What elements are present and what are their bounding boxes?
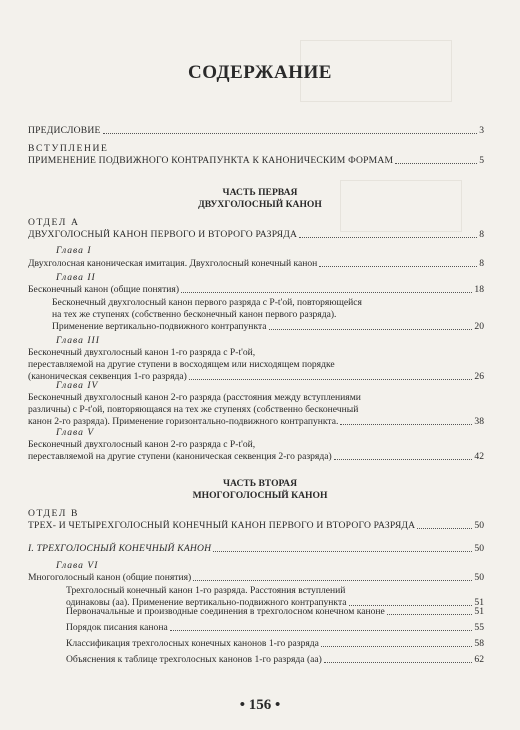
entry-line: Бесконечный двухголосный канон первого разряда с Р-t'ой, повторяющейся — [52, 297, 362, 308]
entry-label: ВСТУПЛЕНИЕ — [28, 143, 109, 154]
entry-line: различны) с Р-t'ой, повторяющаяся на тех же ступенях (собственно бесконечный — [28, 404, 359, 415]
page-number: 20 — [474, 321, 484, 332]
leader-dots — [299, 237, 477, 238]
page-number: 50 — [474, 520, 484, 531]
toc-subentry[interactable] — [66, 638, 484, 650]
part-subheading: МНОГОГОЛОСНЫЙ КАНОН — [192, 490, 328, 501]
leader-dots — [319, 266, 477, 267]
toc-subentry[interactable] — [66, 606, 484, 618]
page-number: 58 — [474, 638, 484, 649]
entry-text: Порядок писания канона — [66, 622, 168, 633]
page-number: 51 — [474, 597, 484, 608]
toc-subentry[interactable] — [66, 654, 484, 666]
chapter-label: Глава III — [56, 335, 100, 346]
toc-entry-section-b[interactable] — [28, 508, 484, 532]
entry-line: Трехголосный конечный канон 1-го разряда. Расстояния вступлений — [66, 585, 346, 596]
leader-dots — [181, 292, 472, 293]
chapter-label: Глава II — [56, 272, 96, 283]
entry-text: ДВУХГОЛОСНЫЙ КАНОН ПЕРВОГО И ВТОРОГО РАЗРЯДА — [28, 229, 298, 240]
part-subheading: ДВУХГОЛОСНЫЙ КАНОН — [198, 199, 322, 210]
page-number: 8 — [479, 258, 484, 269]
toc-entry-ch5[interactable] — [28, 439, 484, 463]
toc-subentry[interactable] — [66, 622, 484, 634]
leader-dots — [387, 614, 473, 615]
entry-text: Применение вертикально-подвижного контрапункта — [52, 321, 267, 332]
leader-dots — [334, 459, 473, 460]
part-heading: ЧАСТЬ ПЕРВАЯ — [222, 187, 298, 198]
leader-dots — [340, 424, 472, 425]
page-number: 18 — [474, 284, 484, 295]
leader-dots — [193, 580, 472, 581]
part-heading: ЧАСТЬ ВТОРАЯ — [222, 478, 298, 489]
entry-text: Объяснения к таблице трехголосных канонов 1-го разряда (аа) — [66, 654, 322, 665]
entry-line: на тех же ступенях (собственно бесконечный канон первого разряда). — [52, 309, 337, 320]
entry-text: ТРЕХ- И ЧЕТЫРЕХГОЛОСНЫЙ КОНЕЧНЫЙ КАНОН ПЕРВОГО И ВТОРОГО РАЗРЯДА — [28, 520, 416, 531]
toc-entry-ch4[interactable] — [28, 392, 484, 428]
page-number: 3 — [479, 125, 484, 136]
entry-text: канон 2-го разряда). Применение горизонтально-подвижного контрапункта. — [28, 416, 339, 427]
leader-dots — [321, 646, 472, 647]
entry-text: Многоголосный канон (общие понятия) — [28, 572, 192, 583]
page-number: 62 — [474, 654, 484, 665]
toc-entry-ch2[interactable] — [28, 284, 484, 296]
leader-dots — [324, 662, 473, 663]
chapter-label: Глава V — [56, 427, 95, 438]
page-number: 8 — [479, 229, 484, 240]
page-number: 42 — [474, 451, 484, 462]
page-number: 55 — [474, 622, 484, 633]
leader-dots — [395, 163, 477, 164]
leader-dots — [213, 551, 472, 552]
entry-text: (каноническая секвенция 1-го разряда) — [28, 371, 187, 382]
page-footer-number: • 156 • — [239, 697, 281, 713]
page-number: 38 — [474, 416, 484, 427]
chapter-label: Глава VI — [56, 560, 99, 571]
entry-line: Бесконечный двухголосный канон 2-го разряда с Р-t'ой, — [28, 439, 256, 450]
entry-text: одинаковы (аа). Применение вертикально-подвижного контрапункта — [66, 597, 347, 608]
leader-dots — [417, 528, 472, 529]
entry-line: Бесконечный двухголосный канон 1-го разряда с Р-t'ой, — [28, 347, 256, 358]
leader-dots — [103, 133, 478, 134]
chapter-label: Глава IV — [56, 380, 99, 391]
page-number: 50 — [474, 572, 484, 583]
page-title: СОДЕРЖАНИЕ — [188, 62, 332, 83]
toc-entry-preface[interactable] — [28, 125, 484, 137]
entry-line: переставляемой на другие ступени в восходящем или нисходящем порядке — [28, 359, 335, 370]
page-number: 5 — [479, 155, 484, 166]
leader-dots — [189, 379, 473, 380]
entry-label: ОТДЕЛ А — [28, 217, 80, 228]
leader-dots — [170, 630, 473, 631]
entry-text: Первоначальные и производные соединения в трехголосном конечном каноне — [66, 606, 385, 617]
entry-text: переставляемой на другие ступени (каноническая секвенция 2-го разряда) — [28, 451, 332, 462]
entry-text: Бесконечный канон (общие понятия) — [28, 284, 180, 295]
leader-dots — [269, 329, 473, 330]
toc-entry-intro[interactable] — [28, 143, 484, 167]
entry-text: Двухголосная каноническая имитация. Двухголосный конечный канон — [28, 258, 318, 269]
toc-entry-ch1[interactable] — [28, 258, 484, 270]
toc-entry-ch3[interactable] — [28, 347, 484, 383]
chapter-label: Глава I — [56, 245, 92, 256]
entry-text: ПРИМЕНЕНИЕ ПОДВИЖНОГО КОНТРАПУНКТА К КАНОНИЧЕСКИМ ФОРМАМ — [28, 155, 394, 166]
entry-text: Классификация трехголосных конечных канонов 1-го разряда — [66, 638, 319, 649]
toc-subentry-ch2[interactable] — [52, 297, 484, 333]
page-number: 51 — [474, 606, 484, 617]
entry-text: ПРЕДИСЛОВИЕ — [28, 125, 101, 136]
entry-label: ОТДЕЛ В — [28, 508, 79, 519]
toc-entry-section-a[interactable] — [28, 217, 484, 241]
page-number: 50 — [474, 543, 484, 554]
toc-entry-three-voice[interactable] — [28, 543, 484, 555]
entry-line: Бесконечный двухголосный канон 2-го разряда (расстояния между вступлениями — [28, 392, 361, 403]
page-number: 26 — [474, 371, 484, 382]
entry-text: I. ТРЕХГОЛОСНЫЙ КОНЕЧНЫЙ КАНОН — [28, 543, 212, 554]
toc-entry-ch6[interactable] — [28, 572, 484, 584]
